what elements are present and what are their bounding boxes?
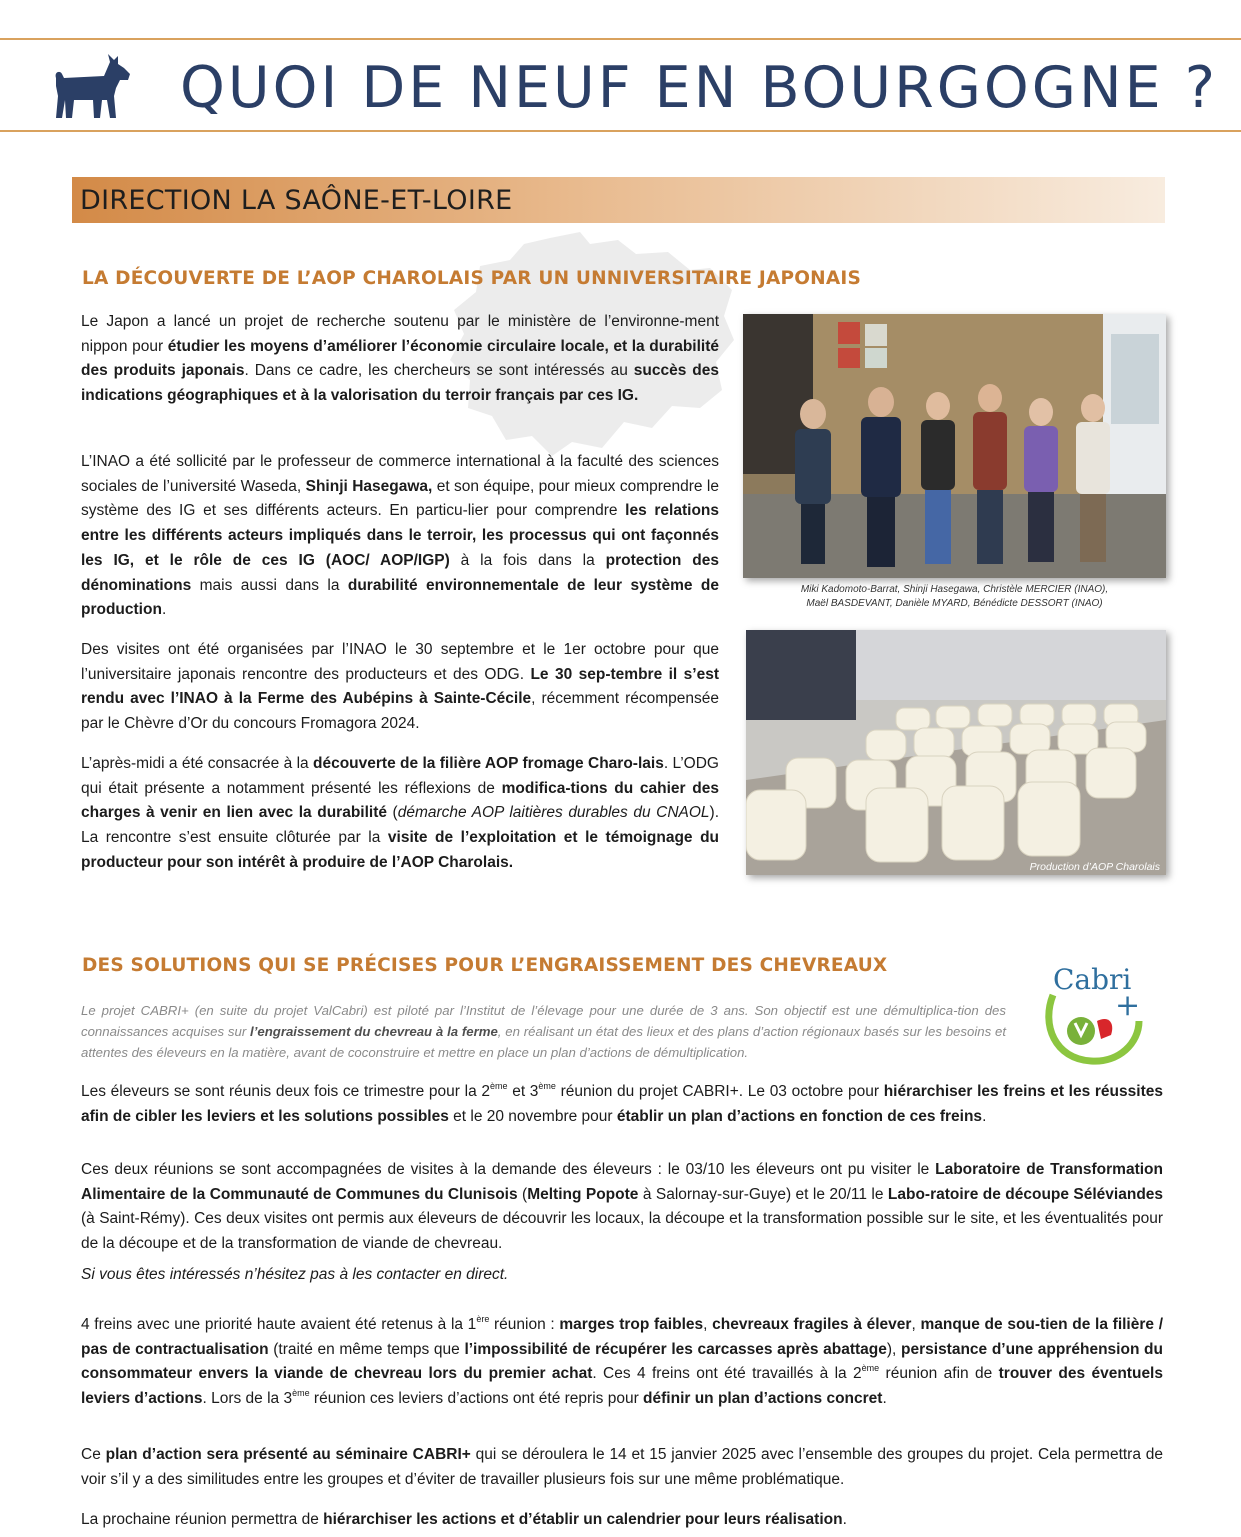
article-heading: LA DÉCOUVERTE DE L’AOP CHAROLAIS PAR UN UNNIVERSITAIRE JAPONAIS	[82, 268, 861, 289]
article2-paragraph-1: Les éleveurs se sont réunis deux fois ce trimestre pour la 2ème et 3ème réunion du projet CABRI+. Le 03 octobre pour hiérarchiser les freins et les réussites afin de cibler les leviers et les solutions possibles et le 20 novembre pour établir un plan d’actions en fonction de ces freins.	[81, 1081, 1163, 1125]
article2-paragraph-5: La prochaine réunion permettra de hiérarchiser les actions et d’établir un calendrier pour leurs réalisation.	[81, 1511, 847, 1528]
cheese-photo-caption: Production d’AOP Charolais	[1029, 861, 1160, 873]
cheese-production-photo	[746, 630, 1166, 875]
article-heading: DES SOLUTIONS QUI SE PRÉCISES POUR L’ENGRAISSEMENT DES CHEVREAUX	[82, 955, 888, 976]
top-rule	[0, 38, 1241, 40]
article1-paragraph-4: L’après-midi a été consacrée à la découverte de la filière AOP fromage Charo-lais. L’ODG qui était présente a notamment présenté les réflexions de modifica-tions du cahier des charges à venir en lien avec la durabilité (démarche AOP laitières durables du CNAOL). La rencontre s’est ensuite clôturée par la visite de l’exploitation et le témoignage du producteur pour son intérêt à produire de l’AOP Charolais.	[81, 755, 720, 871]
cabri-logo-plus: +	[1115, 988, 1141, 1023]
cabri-logo-text: Cabri	[1053, 963, 1132, 996]
article2-intro: Le projet CABRI+ (en suite du projet ValCabri) est piloté par l’Institut de l’élevage pour une durée de 3 ans. Son objectif est une démultiplica-tion des connaissances acquises sur l’engraissement du chevreau à la ferme, en réalisant un état des lieux et des plans d’action régionaux basés sur les besoins et attentes des éleveurs en la matière, avant de coconstruire et mettre en place un plan d’actions de démultiplication.	[81, 1003, 1006, 1060]
header-bottom-rule	[0, 130, 1241, 132]
goat-icon	[52, 52, 132, 120]
article2-paragraph-4: Ce plan d’action sera présenté au séminaire CABRI+ qui se déroulera le 14 et 15 janvier 2025 avec l’ensemble des groupes du projet. Cela permettra de voir s’il y a des similitudes entre les groupes et d’éviter de travailler plusieurs fois sur une même problématique.	[81, 1446, 1164, 1488]
page-title: QUOI DE NEUF EN BOURGOGNE ?	[180, 55, 1218, 121]
section-title: DIRECTION LA SAÔNE-ET-LOIRE	[80, 185, 513, 216]
group-photo-caption: Miki Kadomoto-Barrat, Shinji Hasegawa, Christèle MERCIER (INAO), Maël BASDEVANT, Danièle MYARD, Bénédicte DESSORT (INAO)	[800, 584, 1109, 609]
article2-contact-note: Si vous êtes intéressés n’hésitez pas à les contacter en direct.	[81, 1266, 509, 1283]
cabri-plus-logo	[1035, 955, 1147, 1067]
group-photo	[743, 314, 1166, 578]
section-banner	[72, 177, 1165, 223]
article2-paragraph-2: Ces deux réunions se sont accompagnées de visites à la demande des éleveurs : le 03/10 les éleveurs ont pu visiter le Laboratoire de Transformation Alimentaire de la Communauté de Communes du Clunisois (Melting Popote à Salornay-sur-Guye) et le 20/11 le Labo-ratoire de découpe Séléviandes (à Saint-Rémy). Ces deux visites ont permis aux éleveurs de découvrir les locaux, la découpe et la transformation possible sur le site, et les éventualités pour de la découpe et de la transformation de viande de chevreau.	[81, 1161, 1164, 1253]
article2-paragraph-3: 4 freins avec une priorité haute avaient été retenus à la 1ère réunion : marges trop faibles, chevreaux fragiles à élever, manque de sou-tien de la filière / pas de contractualisation (traité en même temps que l’impossibilité de récupérer les carcasses après abattage), persistance d’une appréhension du consommateur envers la viande de chevreau lors du premier achat. Ces 4 freins ont été travaillés à la 2ème réunion afin de trouver des éventuels leviers d’actions. Lors de la 3ème réunion ces leviers d’actions ont été repris pour définir un plan d’actions concret.	[81, 1314, 1163, 1408]
article1-paragraph-3: Des visites ont été organisées par l’INAO le 30 septembre et le 1er octobre pour que l’universitaire japonais rencontre des producteurs et des ODG. Le 30 sep-tembre il s’est rendu avec l’INAO à la Ferme des Aubépins à Sainte-Cécile, récemment récompensée par le Chèvre d’Or du concours Fromagora 2024.	[81, 641, 719, 733]
article1-paragraph-2: L’INAO a été sollicité par le professeur de commerce international à la faculté des sciences sociales de l’université Waseda, Shinji Hasegawa, et son équipe, pour mieux comprendre le système des IG et ses différents acteurs. En particu-lier pour comprendre les relations entre les différents acteurs impliqués dans le terroir, les processus qui ont façonnés les IG, et le rôle de ces IG (AOC/ AOP/IGP) à la fois dans la protection des dénominations mais aussi dans la durabilité environnementale de leur système de production.	[81, 453, 719, 619]
article1-paragraph-1: Le Japon a lancé un projet de recherche soutenu par le ministère de l’environne-ment nippon pour étudier les moyens d’améliorer l’économie circulaire locale, et la durabilité des produits japonais. Dans ce cadre, les chercheurs se sont intéressés au succès des indications géographiques et à la valorisation du terroir français par ces IG.	[81, 313, 719, 405]
